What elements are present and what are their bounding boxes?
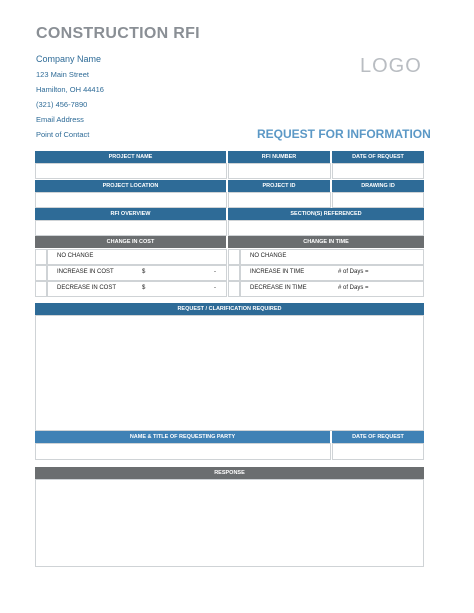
currency-symbol: $: [142, 285, 146, 291]
company-phone: (321) 456-7890: [36, 100, 88, 109]
rfi-number-header: RFI NUMBER: [228, 151, 330, 163]
date-of-request-field[interactable]: [332, 163, 424, 179]
amount-dash: -: [214, 269, 216, 275]
increase-cost-checkbox[interactable]: [35, 265, 47, 281]
company-email: Email Address: [36, 115, 84, 124]
response-field[interactable]: [35, 479, 424, 567]
project-id-header: PROJECT ID: [228, 180, 330, 192]
project-location-header: PROJECT LOCATION: [35, 180, 226, 192]
company-name: Company Name: [36, 54, 102, 64]
date-of-request-header: DATE OF REQUEST: [332, 151, 424, 163]
time-row-label: INCREASE IN TIME: [250, 269, 305, 275]
project-name-header: PROJECT NAME: [35, 151, 226, 163]
cost-row-label: DECREASE IN COST: [57, 285, 117, 291]
increase-time-checkbox[interactable]: [228, 265, 240, 281]
decrease-cost-checkbox[interactable]: [35, 281, 47, 297]
change-in-time-header: CHANGE IN TIME: [228, 236, 424, 248]
project-name-field[interactable]: [35, 163, 227, 179]
document-title: CONSTRUCTION RFI: [36, 25, 200, 42]
project-location-field[interactable]: [35, 192, 227, 208]
time-row-label: NO CHANGE: [250, 253, 287, 259]
cost-row-label: INCREASE IN COST: [57, 269, 114, 275]
response-header: RESPONSE: [35, 467, 424, 479]
form-title: REQUEST FOR INFORMATION: [257, 127, 431, 141]
days-label: # of Days =: [338, 285, 369, 291]
rfi-number-field[interactable]: [228, 163, 331, 179]
requesting-party-field[interactable]: [35, 443, 331, 460]
time-row-label: DECREASE IN TIME: [250, 285, 307, 291]
rfi-overview-field[interactable]: [35, 220, 227, 236]
company-city: Hamilton, OH 44416: [36, 85, 104, 94]
company-address: 123 Main Street: [36, 70, 89, 79]
no-change-cost-checkbox[interactable]: [35, 249, 47, 265]
rfi-overview-header: RFI OVERVIEW: [35, 208, 226, 220]
request-date-field[interactable]: [332, 443, 424, 460]
drawing-id-header: DRAWING ID: [332, 180, 424, 192]
change-in-cost-header: CHANGE IN COST: [35, 236, 226, 248]
cost-row-label: NO CHANGE: [57, 253, 94, 259]
no-change-time-checkbox[interactable]: [228, 249, 240, 265]
request-clarification-header: REQUEST / CLARIFICATION REQUIRED: [35, 303, 424, 315]
request-date-header: DATE OF REQUEST: [332, 431, 424, 443]
project-id-field[interactable]: [228, 192, 331, 208]
currency-symbol: $: [142, 269, 146, 275]
company-contact: Point of Contact: [36, 130, 90, 139]
amount-dash: -: [214, 285, 216, 291]
drawing-id-field[interactable]: [332, 192, 424, 208]
decrease-time-checkbox[interactable]: [228, 281, 240, 297]
sections-referenced-field[interactable]: [228, 220, 424, 236]
logo-placeholder: LOGO: [360, 55, 422, 77]
requesting-party-header: NAME & TITLE OF REQUESTING PARTY: [35, 431, 330, 443]
sections-referenced-header: SECTION(S) REFERENCED: [228, 208, 424, 220]
request-clarification-field[interactable]: [35, 315, 424, 431]
days-label: # of Days =: [338, 269, 369, 275]
